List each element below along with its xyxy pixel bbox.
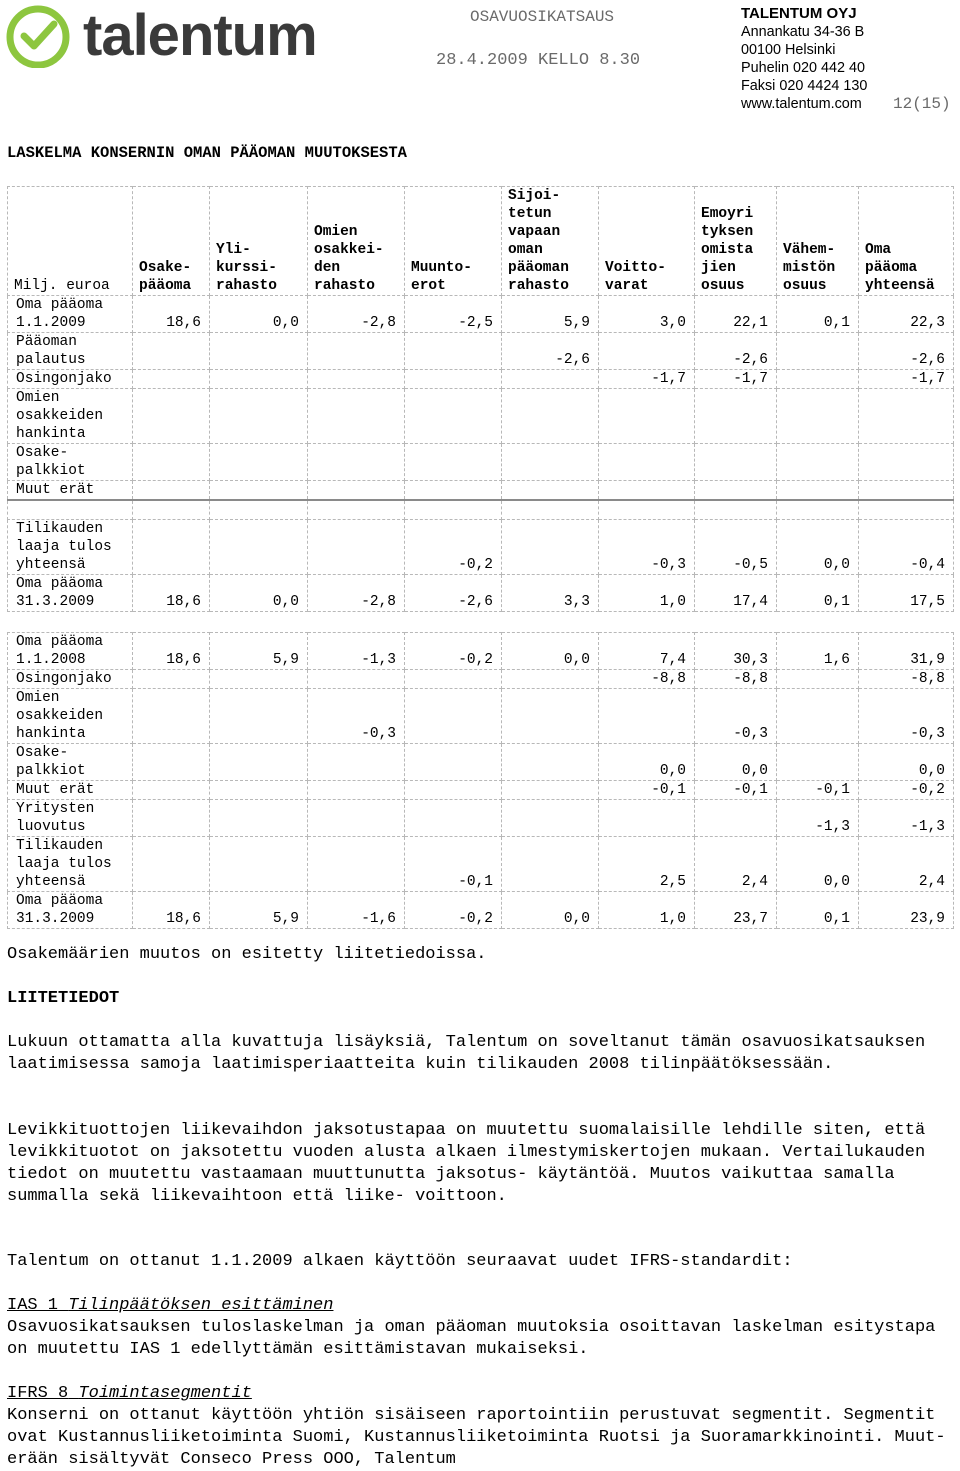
table-cell [133, 520, 210, 575]
table-cell [405, 389, 502, 444]
table-cell [777, 389, 859, 444]
table-cell [308, 781, 405, 800]
table-cell [405, 333, 502, 370]
row-label: Oma pääoma 1.1.2009 [8, 296, 133, 333]
table-cell [308, 370, 405, 389]
table-cell [210, 370, 308, 389]
ias1-code: IAS 1 [7, 1296, 59, 1315]
table-cell: 1,0 [599, 575, 695, 612]
table-cell [210, 670, 308, 689]
table-cell: -0,1 [599, 781, 695, 800]
table-cell: 17,5 [859, 575, 954, 612]
row-label: Oma pääoma 1.1.2008 [8, 633, 133, 670]
table-cell [405, 689, 502, 744]
table-cell: 0,0 [859, 744, 954, 781]
logo-wordmark: talentum [83, 3, 317, 68]
row-label: Pääoman palautus [8, 333, 133, 370]
table-cell [405, 481, 502, 501]
logo-mark-icon [6, 4, 78, 68]
spacer-cell [8, 612, 954, 633]
table-cell [210, 444, 308, 481]
table-cell [405, 800, 502, 837]
table-cell [599, 481, 695, 501]
table-cell: -2,6 [502, 333, 599, 370]
table-cell [859, 444, 954, 481]
table-cell [502, 389, 599, 444]
table-cell [210, 333, 308, 370]
table-cell: 7,4 [599, 633, 695, 670]
table-cell [695, 500, 777, 520]
table-cell: 2,4 [695, 837, 777, 892]
table-cell: 1,0 [599, 892, 695, 929]
table-row [8, 670, 954, 689]
table-cell [695, 444, 777, 481]
row-label: Osingonjako [8, 370, 133, 389]
table-cell: 0,0 [599, 744, 695, 781]
column-header: Omien osakkei- den rahasto [308, 187, 405, 296]
column-header: Muunto- erot [405, 187, 502, 296]
table-cell [859, 481, 954, 501]
table-cell [502, 500, 599, 520]
table-cell: 2,5 [599, 837, 695, 892]
table-cell: 0,0 [777, 520, 859, 575]
company-name: TALENTUM OYJ [741, 5, 857, 22]
table-row [8, 575, 954, 612]
table-cell: 22,1 [695, 296, 777, 333]
table-cell [777, 670, 859, 689]
table-row [8, 296, 954, 333]
table-cell: -2,5 [405, 296, 502, 333]
column-header: Vähem- mistön osuus [777, 187, 859, 296]
company-fax: Faksi 020 4424 130 [741, 78, 868, 94]
table-cell [859, 500, 954, 520]
company-address-city: 00100 Helsinki [741, 42, 836, 58]
table-row [8, 389, 954, 444]
table-row [8, 744, 954, 781]
table-cell: -0,3 [859, 689, 954, 744]
table-cell [502, 670, 599, 689]
column-header: Sijoi- tetun vapaan oman pääoman rahasto [502, 187, 599, 296]
row-label: Osake- palkkiot [8, 444, 133, 481]
table-cell [599, 389, 695, 444]
section-spacer [8, 612, 954, 633]
table-cell: -0,1 [405, 837, 502, 892]
table-cell [777, 500, 859, 520]
table-row [8, 444, 954, 481]
table-cell: -1,3 [308, 633, 405, 670]
table-cell [859, 389, 954, 444]
table-cell: -1,3 [777, 800, 859, 837]
table-cell [502, 800, 599, 837]
page-title: LASKELMA KONSERNIN OMAN PÄÄOMAN MUUTOKSESTA [7, 144, 407, 162]
table-cell: -1,7 [695, 370, 777, 389]
table-cell [210, 689, 308, 744]
table-row [8, 633, 954, 670]
ifrs8-name: Toimintasegmentit [78, 1384, 252, 1403]
equity-changes-table [7, 186, 954, 929]
table-cell [133, 837, 210, 892]
table-cell: -0,3 [308, 689, 405, 744]
table-cell [210, 481, 308, 501]
table-row [8, 520, 954, 575]
table-cell: 0,0 [210, 296, 308, 333]
row-label [8, 500, 133, 520]
table-cell [502, 444, 599, 481]
column-header: Voitto- varat [599, 187, 695, 296]
table-cell [133, 389, 210, 444]
table-cell: 0,1 [777, 575, 859, 612]
table-cell: 5,9 [502, 296, 599, 333]
table-cell [695, 389, 777, 444]
table-cell [695, 481, 777, 501]
table-cell [777, 481, 859, 501]
table-row [8, 333, 954, 370]
table-cell: 5,9 [210, 892, 308, 929]
table-cell [502, 370, 599, 389]
row-label: Osingonjako [8, 670, 133, 689]
table-cell: 18,6 [133, 892, 210, 929]
table-cell [777, 689, 859, 744]
table-cell: -0,2 [405, 520, 502, 575]
table-cell [210, 389, 308, 444]
table-cell [777, 370, 859, 389]
table-cell: 0,1 [777, 892, 859, 929]
table-cell: -0,2 [405, 892, 502, 929]
table-cell: 0,0 [695, 744, 777, 781]
table-cell [599, 689, 695, 744]
table-cell: 22,3 [859, 296, 954, 333]
table-cell: 31,9 [859, 633, 954, 670]
table-cell: -0,3 [599, 520, 695, 575]
table-cell: -0,2 [405, 633, 502, 670]
table-cell [210, 744, 308, 781]
table-cell [599, 333, 695, 370]
table-cell [133, 689, 210, 744]
table-cell [502, 520, 599, 575]
company-website[interactable]: www.talentum.com [741, 96, 862, 112]
table-cell [210, 500, 308, 520]
row-label: Oma pääoma 31.3.2009 [8, 575, 133, 612]
table-cell [502, 837, 599, 892]
row-label: Omien osakkeiden hankinta [8, 689, 133, 744]
table-cell: 0,0 [210, 575, 308, 612]
table-cell: -8,8 [599, 670, 695, 689]
table-row [8, 781, 954, 800]
table-cell [599, 800, 695, 837]
row-label: Yritysten luovutus [8, 800, 133, 837]
table-cell [502, 689, 599, 744]
table-cell: -2,8 [308, 575, 405, 612]
table-cell: 3,3 [502, 575, 599, 612]
table-cell: 18,6 [133, 633, 210, 670]
table-cell [133, 744, 210, 781]
row-label: Tilikauden laaja tulos yhteensä [8, 837, 133, 892]
table-cell [777, 444, 859, 481]
row-label: Muut erät [8, 481, 133, 501]
table-cell [133, 500, 210, 520]
table-cell: 23,9 [859, 892, 954, 929]
table-body [8, 296, 954, 929]
table-cell: -1,7 [599, 370, 695, 389]
ias1-paragraph: Osavuosikatsauksen tuloslaskelman ja oman pääoman muutoksia osoittavan laskelman esitystapa on muutettu IAS 1 edellyttämän esittämistavan mukaiseksi. [7, 1318, 936, 1359]
table-cell: -1,7 [859, 370, 954, 389]
table-cell [308, 744, 405, 781]
table-cell [133, 481, 210, 501]
row-label: Muut erät [8, 781, 133, 800]
table-cell [133, 444, 210, 481]
talentum-logo [6, 4, 366, 68]
table-cell: 17,4 [695, 575, 777, 612]
table-cell: -2,6 [405, 575, 502, 612]
table-row [8, 800, 954, 837]
table-cell [405, 744, 502, 781]
table-cell: -0,5 [695, 520, 777, 575]
table-cell: 5,9 [210, 633, 308, 670]
circulation-revenue-paragraph: Levikkituottojen liikevaihdon jaksotustapaa on muutettu suomalaisille lehdille siten, että levikkituotot on jaksotettu vuoden alusta alkaen ilmestymiskertojen mukaan. Vertailukauden tiedot on muutettu vastaamaan muuttunutta jaksotus- käytäntöä. Muutos vaikuttaa samalla summalla sekä liikevaihtoon että liike- voittoon. [7, 1121, 926, 1206]
table-row [8, 370, 954, 389]
table-cell: -2,6 [859, 333, 954, 370]
table-cell [502, 781, 599, 800]
table-cell [405, 670, 502, 689]
table-cell [133, 333, 210, 370]
row-label: Tilikauden laaja tulos yhteensä [8, 520, 133, 575]
table-cell: -0,1 [695, 781, 777, 800]
table-cell [210, 520, 308, 575]
table-cell: -0,4 [859, 520, 954, 575]
table-row [8, 481, 954, 501]
table-cell: 18,6 [133, 575, 210, 612]
table-cell [405, 500, 502, 520]
table-cell: 0,0 [777, 837, 859, 892]
table-cell [405, 781, 502, 800]
table-cell: -2,8 [308, 296, 405, 333]
table-cell: 2,4 [859, 837, 954, 892]
table-cell [599, 500, 695, 520]
table-cell: 0,0 [502, 892, 599, 929]
table-cell [308, 333, 405, 370]
company-phone: Puhelin 020 442 40 [741, 60, 866, 76]
table-cell [133, 800, 210, 837]
table-cell: 23,7 [695, 892, 777, 929]
page-header [0, 0, 960, 125]
table-cell [405, 370, 502, 389]
table-cell [210, 800, 308, 837]
table-cell: -0,3 [695, 689, 777, 744]
page-number: 12(15) [893, 95, 951, 113]
table-cell: 0,1 [777, 296, 859, 333]
table-cell [210, 781, 308, 800]
table-cell [502, 481, 599, 501]
table-cell: -1,3 [859, 800, 954, 837]
table-cell [777, 333, 859, 370]
table-cell: -0,1 [777, 781, 859, 800]
table-cell: 1,6 [777, 633, 859, 670]
table-cell: 0,0 [502, 633, 599, 670]
ifrs8-heading [7, 1383, 953, 1405]
table-cell: -0,2 [859, 781, 954, 800]
row-label: Omien osakkeiden hankinta [8, 389, 133, 444]
document-date: 28.4.2009 KELLO 8.30 [436, 51, 641, 70]
table-cell [133, 670, 210, 689]
table-cell [405, 444, 502, 481]
table-cell: -8,8 [695, 670, 777, 689]
table-cell [308, 800, 405, 837]
company-info [741, 5, 867, 113]
table-row [8, 689, 954, 744]
company-address-street: Annankatu 34-36 B [741, 24, 865, 40]
notes-heading: LIITETIEDOT [7, 989, 120, 1008]
table-cell [695, 800, 777, 837]
row-label: Osake- palkkiot [8, 744, 133, 781]
table-cell [308, 500, 405, 520]
table-header-row [8, 187, 954, 296]
table-cell [308, 481, 405, 501]
table-cell [308, 837, 405, 892]
column-header: Osake- pääoma [133, 187, 210, 296]
table-row [8, 837, 954, 892]
table-cell [210, 837, 308, 892]
table-cell: -8,8 [859, 670, 954, 689]
table-cell [777, 744, 859, 781]
table-cell [133, 781, 210, 800]
document-type: OSAVUOSIKATSAUS [470, 8, 615, 26]
table-cell [308, 389, 405, 444]
table-cell [308, 444, 405, 481]
table-cell: 30,3 [695, 633, 777, 670]
ifrs8-code: IFRS 8 [7, 1384, 69, 1403]
table-cell: -1,6 [308, 892, 405, 929]
ias1-heading [7, 1295, 953, 1317]
row-label: Oma pääoma 31.3.2009 [8, 892, 133, 929]
ifrs8-paragraph: Konserni on ottanut käyttöön yhtiön sisäiseen raportointiin perustuvat segmentit. Segmentit ovat Kustannusliiketoiminta Suomi, Kustannusliiketoiminta Ruotsi ja Suoramarkkinointi. Muut-erään sisältyvät Conseco Press OOO, Talentum [7, 1406, 946, 1469]
shares-note: Osakemäärien muutos on esitetty liitetiedoissa. [7, 945, 487, 964]
table-cell [599, 444, 695, 481]
ifrs-intro-paragraph: Talentum on ottanut 1.1.2009 alkaen käyttöön seuraavat uudet IFRS-standardit: [7, 1252, 793, 1271]
table-cell: 3,0 [599, 296, 695, 333]
table-cell [502, 744, 599, 781]
table-cell [308, 670, 405, 689]
ias1-name: Tilinpäätöksen esittäminen [68, 1296, 334, 1315]
column-header: Milj. euroa [8, 187, 133, 296]
table-cell [308, 520, 405, 575]
table-cell [133, 370, 210, 389]
column-header: Emoyri tyksen omista jien osuus [695, 187, 777, 296]
table-row [8, 892, 954, 929]
column-header: Oma pääoma yhteensä [859, 187, 954, 296]
table-row [8, 500, 954, 520]
table-cell: -2,6 [695, 333, 777, 370]
column-header: Yli- kurssi- rahasto [210, 187, 308, 296]
notes-intro-paragraph: Lukuun ottamatta alla kuvattuja lisäyksiä, Talentum on soveltanut tämän osavuosikatsauksen laatimisessa samoja laatimisperiaatteita kuin tilikauden 2008 tilinpäätöksessään. [7, 1033, 926, 1074]
table-cell: 18,6 [133, 296, 210, 333]
